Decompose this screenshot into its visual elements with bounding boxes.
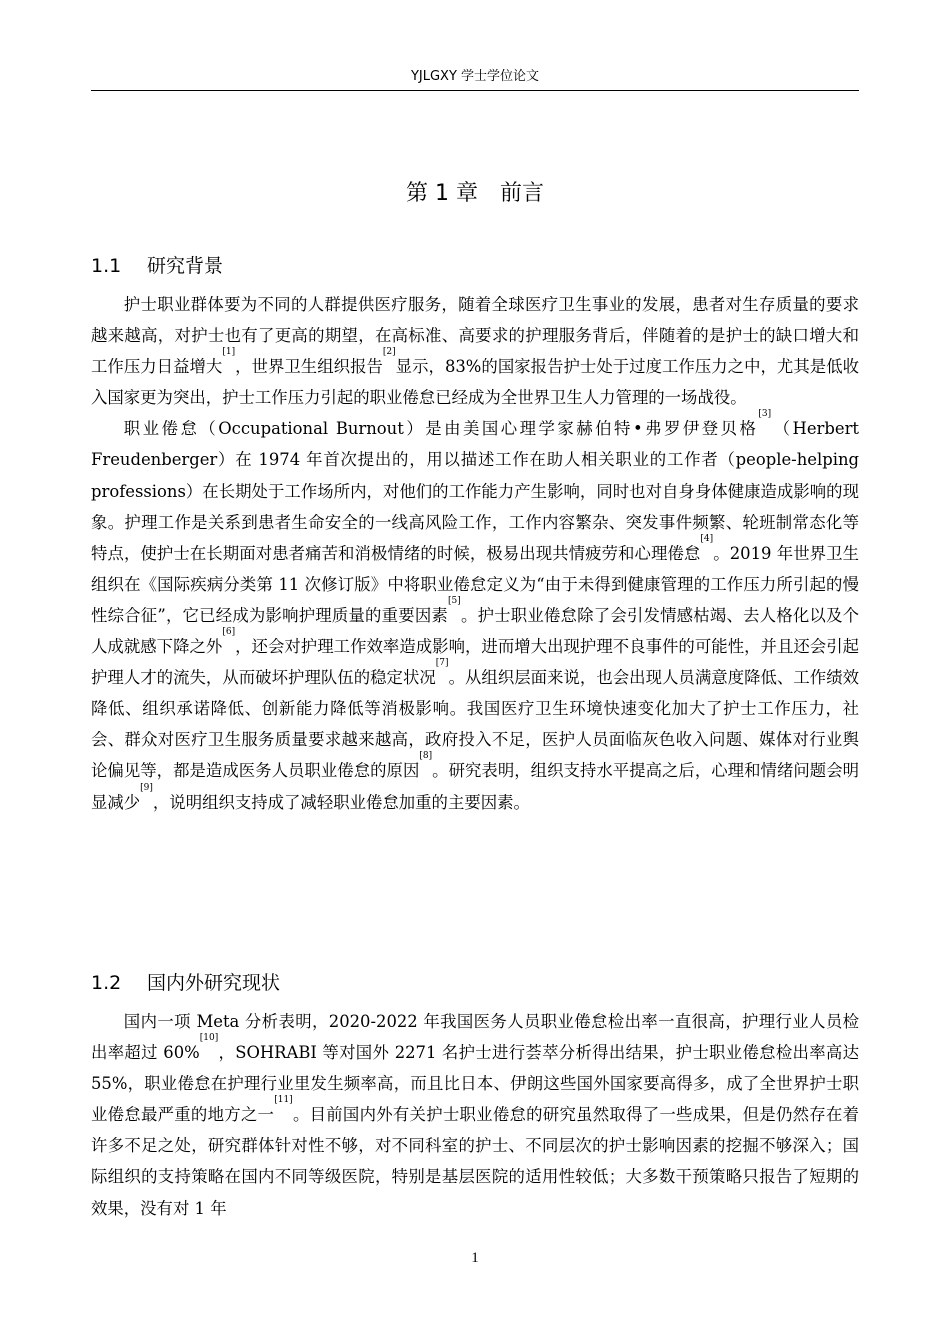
citation-ref: [10]: [199, 1033, 219, 1044]
section-number: 1.1: [91, 255, 122, 277]
citation-ref: [1]: [222, 347, 236, 358]
paragraph-text: ，SOHRABI 等对国外 2271 名护士进行荟萃分析得出结果，护士职业倦怠检出率高达 55%，职业倦怠在护理行业里发生频率高，而且比日本、伊朗这些国外国家要高得多，成了全世界护士职业倦怠最严重的地方之一: [91, 1043, 860, 1125]
section-number: 1.2: [91, 972, 122, 994]
paragraph-text: 护士职业群体要为不同的人群提供医疗服务，随着全球医疗卫生事业的发展，患者对生存质量的要求越来越高，对护士也有了更高的期望，在高标准、高要求的护理服务背后，伴随着的是护士的缺口增大和工作压力日益增大: [91, 295, 859, 377]
citation-ref: [6]: [222, 627, 236, 638]
paragraph-text: （Herbert Freudenberger）在 1974 年首次提出的，用以描述工作在助人相关职业的工作者（people-helping professions）在长期处于工作场所内，对他们的工作能力产生影响，同时也对自身身体健康造成影响的现象。护理工作是关系到患者生命安全的一线高风险工作，工作内容繁杂、突发事件频繁、轮班制常态化等特点，使护士在长期面对患者痛苦和消极情绪的时候，极易出现共情疲劳和心理倦怠: [91, 419, 859, 563]
chapter-title: 第 1 章 前言: [406, 181, 544, 206]
paragraph-text: ，还会对护理工作效率造成影响，进而增大出现护理不良事件的可能性，并且还会引起护理人才的流失，从而破坏护理队伍的稳定状况: [91, 637, 860, 688]
citation-ref: [5]: [448, 595, 461, 606]
section-title: 国内外研究现状: [147, 972, 281, 994]
section-body-1-2: [91, 1006, 859, 1224]
paragraph-text: 。研究表明，组织支持水平提高之后，心理和情绪问题会明显减少: [91, 761, 860, 812]
section-body-1-1: [91, 289, 859, 818]
header-rule: [91, 90, 859, 91]
paragraph-text: 。2019 年世界卫生组织在《国际疾病分类第 11 次修订版》中将职业倦怠定义为“由于未得到健康管理的工作压力所引起的慢性综合征”，它已经成为影响护理质量的重要因素: [91, 543, 859, 625]
citation-ref: [7]: [435, 658, 449, 669]
paragraph: [91, 289, 859, 413]
citation-ref: [11]: [274, 1095, 293, 1106]
paragraph: [91, 1006, 859, 1224]
citation-ref: [9]: [140, 782, 153, 793]
section-heading-1-1: [91, 252, 223, 280]
citation-ref: [8]: [419, 751, 433, 762]
section-title: 研究背景: [147, 255, 224, 277]
paragraph-text: 职业倦怠（Occupational Burnout）是由美国心理学家赫伯特•弗罗伊登贝格: [123, 419, 759, 439]
paragraph: [91, 409, 860, 817]
paragraph-text: 。从组织层面来说，也会出现人员满意度降低、工作绩效降低、组织承诺降低、创新能力降低等消极影响。我国医疗卫生环境快速变化加大了护士工作压力，社会、群众对医疗卫生服务质量要求越来越高，政府投入不足，医护人员面临灰色收入问题、媒体对行业舆论偏见等，都是造成医务人员职业倦怠的原因: [91, 668, 860, 781]
page-number: 1: [471, 1250, 479, 1266]
section-heading-1-2: [91, 969, 280, 997]
citation-ref: [3]: [758, 409, 772, 420]
citation-ref: [4]: [700, 533, 714, 544]
paragraph-text: ，说明组织支持成了减轻职业倦怠加重的主要因素。: [152, 792, 530, 812]
running-header: YJLGXY 学士学位论文: [410, 69, 540, 84]
paragraph-text: 。目前国内外有关护士职业倦怠的研究虽然取得了一些成果，但是仍然存在着许多不足之处，研究群体针对性不够，对不同科室的护士、不同层次的护士影响因素的挖掘不够深入；国际组织的支持策略在国内不同等级医院，特别是基层医院的适用性较低；大多数干预策略只报告了短期的效果，没有对 1 年: [91, 1105, 860, 1218]
paragraph-text: ，世界卫生组织报告: [235, 357, 383, 377]
citation-ref: [2]: [382, 347, 396, 358]
paragraph-text: 国内一项 Meta 分析表明，2020-2022 年我国医务人员职业倦怠检出率一直很高，护理行业人员检出率超过 60%: [91, 1012, 859, 1063]
paragraph-text: 。护士职业倦怠除了会引发情感枯竭、去人格化以及个人成就感下降之外: [91, 605, 859, 657]
paragraph-text: 显示，83%的国家报告护士处于过度工作压力之中，尤其是低收入国家更为突出，护士工作压力引起的职业倦怠已经成为全世界卫生人力管理的一场战役。: [91, 357, 860, 408]
